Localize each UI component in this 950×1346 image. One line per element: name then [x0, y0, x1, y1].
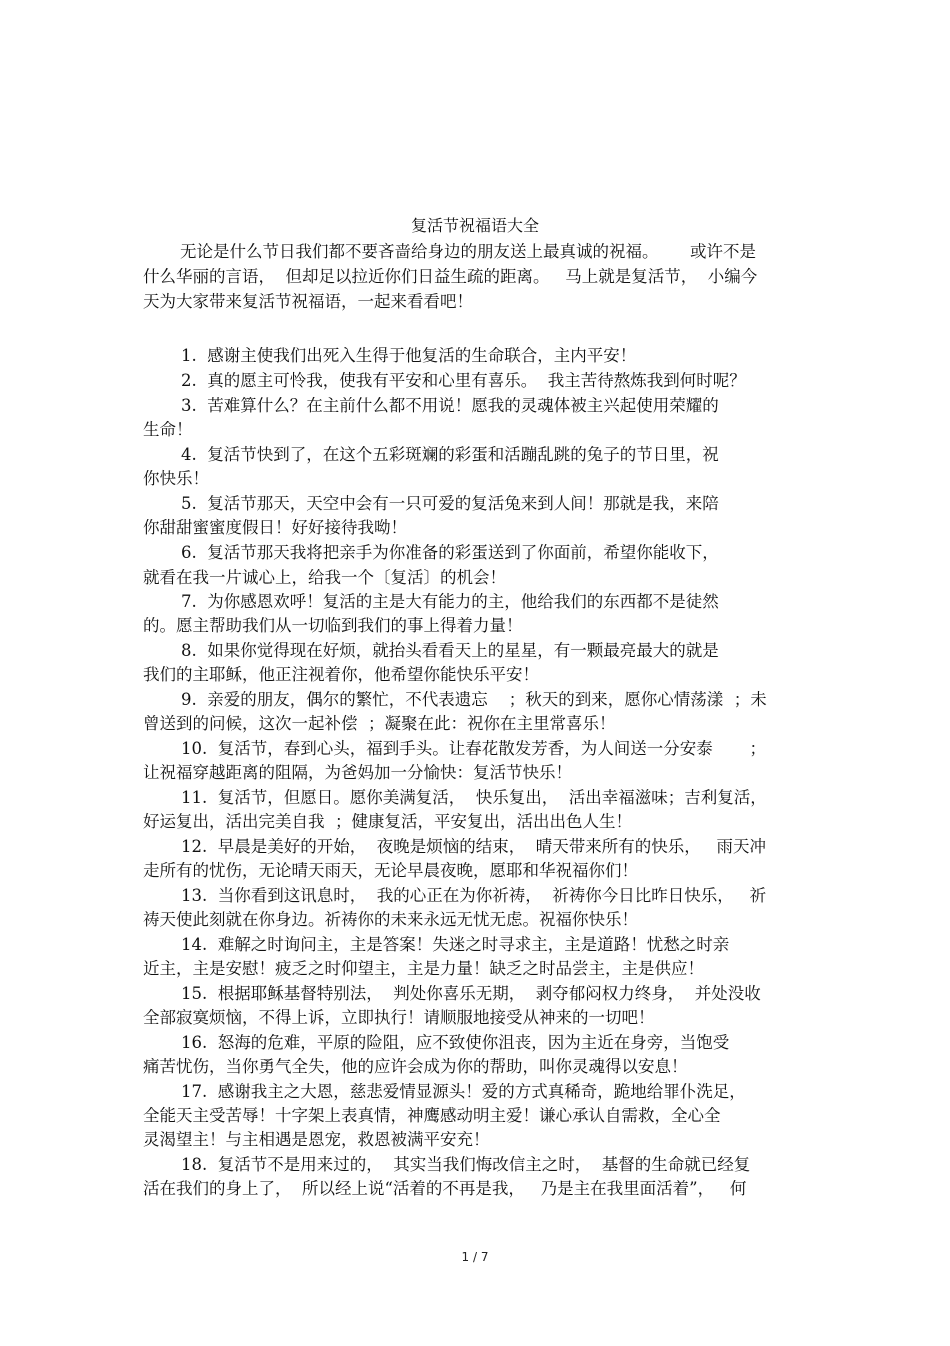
page-title: 复活节祝福语大全: [410, 216, 539, 235]
text-line: 就看在我一片诚心上，给我一个〔复活〕的机会！: [143, 568, 506, 587]
text-line: 6. 复活节那天我将把亲手为你准备的彩蛋送到了你面前，希望你能收下，: [181, 543, 719, 562]
text-line: 11. 复活节，但愿日。愿你美满复活， 快乐复出， 活出幸福滋味；吉利复活，: [181, 788, 767, 807]
text-line: 4. 复活节快到了，在这个五彩斑斓的彩蛋和活蹦乱跳的兔子的节日里，祝: [181, 445, 719, 464]
text-line: 10. 复活节，春到心头，福到手头。让春花散发芳香，为人间送一分安泰 ；: [181, 739, 766, 758]
text-line: 走所有的忧伤，无论晴天雨天，无论早晨夜晚，愿耶和华祝福你们！: [143, 861, 638, 880]
text-line: 18. 复活节不是用来过的， 其实当我们悔改信主之时， 基督的生命就已经复: [181, 1155, 751, 1174]
text-line: 你快乐！: [143, 469, 209, 488]
text-line: 15. 根据耶稣基督特别法， 判处你喜乐无期， 剥夺郁闷权力终身， 并处没收: [181, 984, 761, 1003]
text-line: 你甜甜蜜蜜度假日！好好接待我呦！: [143, 518, 407, 537]
text-line: 17. 感谢我主之大恩，慈悲爱情显源头！爱的方式真稀奇，跪地给罪仆洗足，: [181, 1082, 746, 1101]
text-line: 全能天主受苦辱！十字架上表真情，神鹰感动明主爱！谦心承认自需救，全心全: [143, 1106, 721, 1125]
text-line: 好运复出，活出完美自我 ；健康复活，平安复出，活出出色人生！: [143, 812, 632, 831]
text-line: 12. 早晨是美好的开始， 夜晚是烦恼的结束， 晴天带来所有的快乐， 雨天冲: [181, 837, 766, 856]
text-line: 让祝福穿越距离的阻隔，为爸妈加一分愉快：复活节快乐！: [143, 763, 572, 782]
text-line: 7. 为你感恩欢呼！复活的主是大有能力的主，他给我们的东西都不是徒然: [181, 592, 719, 611]
page-number: 1 / 7: [461, 1250, 489, 1264]
text-line: 近主，主是安慰！疲乏之时仰望主，主是力量！缺乏之时品尝主，主是供应！: [143, 959, 704, 978]
text-line: 3. 苦难算什么？在主前什么都不用说！愿我的灵魂体被主兴起使用荣耀的: [181, 396, 719, 415]
text-line: 痛苦忧伤，当你勇气全失，他的应许会成为你的帮助，叫你灵魂得以安息！: [143, 1057, 688, 1076]
text-line: 9. 亲爱的朋友，偶尔的繁忙，不代表遗忘 ；秋天的到来，愿你心情荡漾 ；未: [181, 690, 767, 709]
text-line: 天为大家带来复活节祝福语，一起来看看吧！: [143, 292, 473, 311]
text-line: 我们的主耶稣，他正注视着你，他希望你能快乐平安！: [143, 665, 539, 684]
text-line: 8. 如果你觉得现在好烦，就抬头看看天上的星星，有一颗最亮最大的就是: [181, 641, 719, 660]
text-line: 曾送到的问候，这次一起补偿 ；凝聚在此：祝你在主里常喜乐！: [143, 714, 616, 733]
text-line: 2. 真的愿主可怜我，使我有平安和心里有喜乐。 我主苦待熬炼我到何时呢？: [181, 371, 746, 390]
text-line: 活在我们的身上了， 所以经上说“活着的不再是我， 乃是主在我里面活着”， 何: [143, 1179, 747, 1198]
text-line: 16. 怒海的危难，平原的险阻，应不致使你沮丧，因为主近在身旁，当饱受: [181, 1033, 730, 1052]
text-line: 5. 复活节那天，天空中会有一只可爱的复活兔来到人间！那就是我，来陪: [181, 494, 719, 513]
text-line: 的。愿主帮助我们从一切临到我们的事上得着力量！: [143, 616, 523, 635]
text-line: 什么华丽的言语， 但却足以拉近你们日益生疏的距离。 马上就是复活节， 小编今: [143, 267, 758, 286]
text-line: 无论是什么节日我们都不要吝啬给身边的朋友送上最真诚的祝福。 或许不是: [180, 242, 756, 261]
text-line: 祷天使此刻就在你身边。祈祷你的未来永远无忧无虑。祝福你快乐！: [143, 910, 638, 929]
text-line: 13. 当你看到这讯息时， 我的心正在为你祈祷， 祈祷你今日比昨日快乐， 祈: [181, 886, 766, 905]
text-line: 生命！: [143, 420, 193, 439]
text-line: 灵渴望主！与主相遇是恩宠，救恩被满平安充！: [143, 1130, 490, 1149]
text-line: 1. 感谢主使我们出死入生得于他复活的生命联合，主内平安！: [181, 346, 637, 365]
text-line: 全部寂寞烦恼，不得上诉，立即执行！请顺服地接受从神来的一切吧！: [143, 1008, 655, 1027]
text-line: 14. 难解之时询问主，主是答案！失迷之时寻求主，主是道路！忧愁之时亲: [181, 935, 730, 954]
